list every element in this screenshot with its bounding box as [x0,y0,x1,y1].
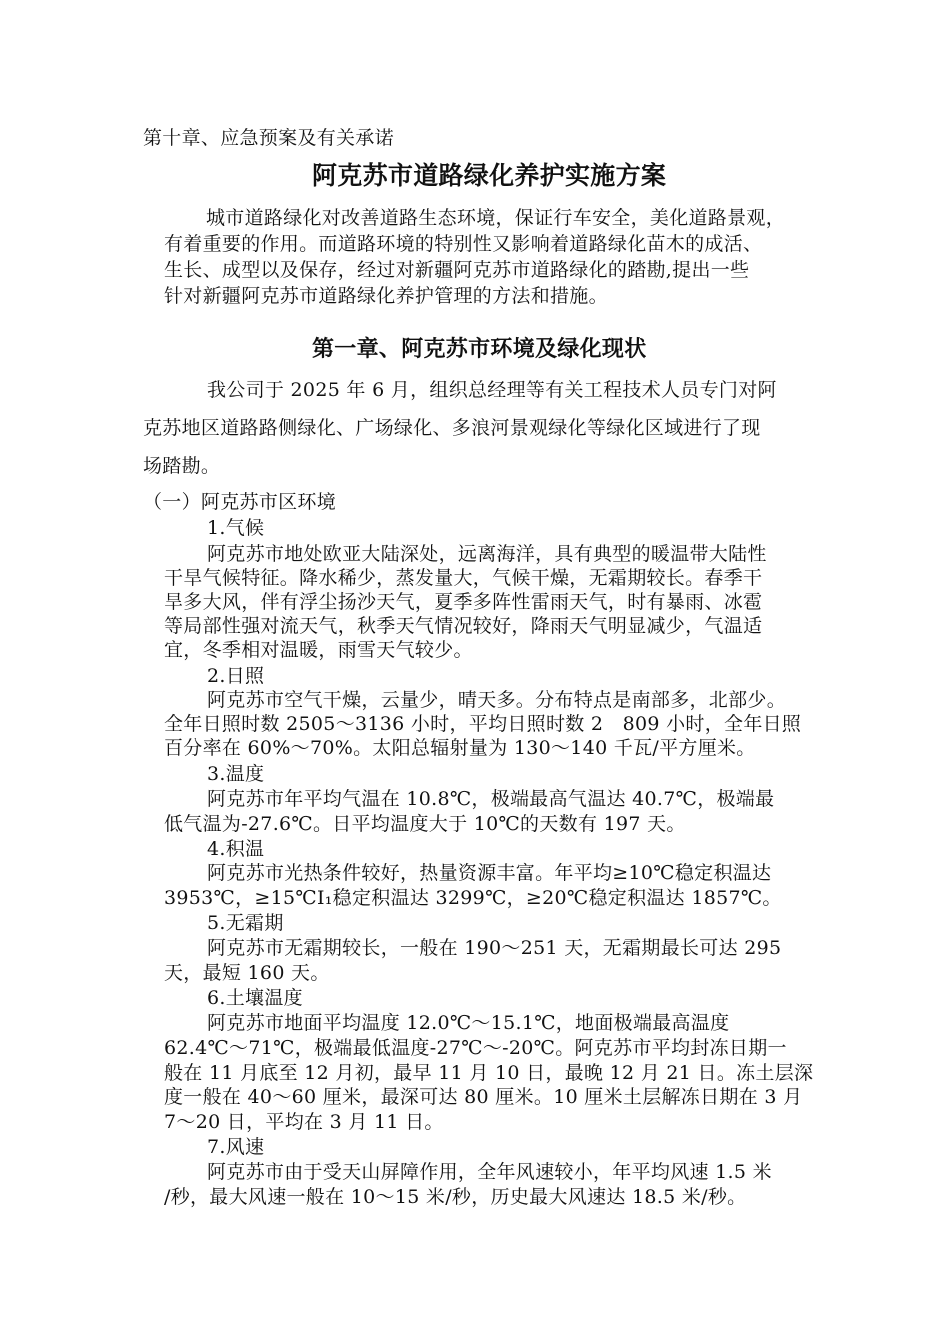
intro-line: 城市道路绿化对改善道路生态环境，保证行车安全，美化道路景观， [206,207,786,229]
climate-line: 等局部性强对流天气，秋季天气情况较好，降雨天气明显减少，气温适 [164,615,763,637]
toc-line: 第十章、应急预案及有关承诺 [143,127,394,149]
climate-heading: 1.气候 [207,517,265,539]
document-title: 阿克苏市道路绿化养护实施方案 [312,161,667,190]
soil-temp-heading: 6.土壤温度 [207,987,303,1009]
climate-line: 干旱气候特征。降水稀少，蒸发量大，气候干燥，无霜期较长。春季干 [164,567,763,589]
soil-temp-line: 62.4℃～71℃，极端最低温度-27℃～-20℃。阿克苏市平均封冻日期一 [164,1037,787,1059]
intro-line: 针对新疆阿克苏市道路绿化养护管理的方法和措施。 [164,285,608,307]
intro-line: 有着重要的作用。而道路环境的特别性又影响着道路绿化苗木的成活、 [164,233,763,255]
wind-line: 阿克苏市由于受天山屏障作用，全年风速较小，年平均风速 1.5 米 [207,1161,772,1183]
accumulated-temp-line: 阿克苏市光热条件较好，热量资源丰富。年平均≥10℃稳定积温达 [207,862,772,884]
frostfree-line: 阿克苏市无霜期较长，一般在 190～251 天，无霜期最长可达 295 [207,937,782,959]
frostfree-heading: 5.无霜期 [207,912,284,934]
climate-line: 宜，冬季相对温暖，雨雪天气较少。 [164,639,473,661]
sunshine-heading: 2.日照 [207,665,265,687]
chapter-1-para-line: 克苏地区道路路侧绿化、广场绿化、多浪河景观绿化等绿化区域进行了现 [143,417,761,439]
temperature-line: 阿克苏市年平均气温在 10.8℃，极端最高气温达 40.7℃，极端最 [207,788,775,810]
accumulated-temp-line: 3953℃，≥15℃I₁稳定积温达 3299℃，≥20℃稳定积温达 1857℃。 [164,887,782,909]
soil-temp-line: 度一般在 40～60 厘米，最深可达 80 厘米。10 厘米土层解冻日期在 3 月 [164,1086,803,1108]
soil-temp-line: 阿克苏市地面平均温度 12.0℃～15.1℃，地面极端最高温度 [207,1012,730,1034]
chapter-1-title: 第一章、阿克苏市环境及绿化现状 [312,336,647,362]
temperature-heading: 3.温度 [207,763,265,785]
accumulated-temp-heading: 4.积温 [207,838,265,860]
sunshine-line: 百分率在 60%～70%。太阳总辐射量为 130～140 千瓦/平方厘米。 [164,737,756,759]
wind-heading: 7.风速 [207,1136,265,1158]
climate-line: 旱多大风，伴有浮尘扬沙天气，夏季多阵性雷雨天气，时有暴雨、冰雹 [164,591,763,613]
chapter-1-para-line: 场踏勘。 [143,455,221,477]
temperature-line: 低气温为-27.6℃。日平均温度大于 10℃的天数有 197 天。 [164,813,686,835]
frostfree-line: 天，最短 160 天。 [164,962,330,984]
soil-temp-line: 般在 11 月底至 12 月初，最早 11 月 10 日，最晚 12 月 21 日。冻土层深 [164,1062,814,1084]
sunshine-line: 全年日照时数 2505～3136 小时，平均日照时数 2 809 小时，全年日照 [164,713,802,735]
wind-line: /秒，最大风速一般在 10～15 米/秒，历史最大风速达 18.5 米/秒。 [164,1186,747,1208]
section-1-title: （一）阿克苏市区环境 [143,491,337,513]
chapter-1-para-line: 我公司于 2025 年 6 月，组织总经理等有关工程技术人员专门对阿 [207,379,777,401]
sunshine-line: 阿克苏市空气干燥，云量少，晴天多。分布特点是南部多，北部少。 [207,689,787,711]
soil-temp-line: 7～20 日，平均在 3 月 11 日。 [164,1111,444,1133]
intro-line: 生长、成型以及保存，经过对新疆阿克苏市道路绿化的踏勘,提出一些 [164,259,750,281]
climate-line: 阿克苏市地处欧亚大陆深处，远离海洋，具有典型的暖温带大陆性 [207,543,767,565]
